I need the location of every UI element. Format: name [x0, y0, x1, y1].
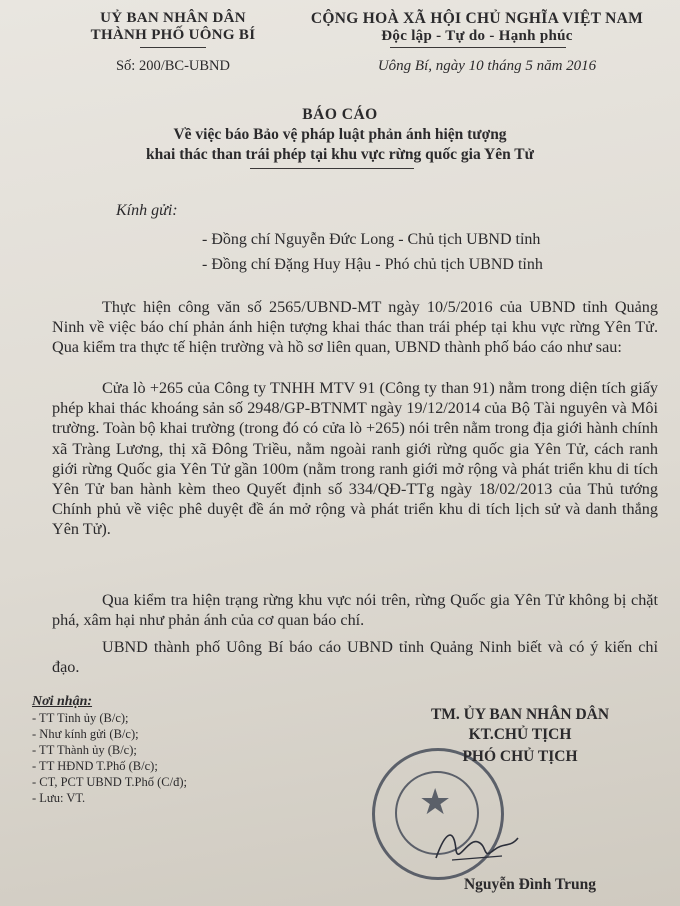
org-name-line1: UỶ BAN NHÂN DÂN	[100, 10, 246, 26]
paragraph-1: Thực hiện công văn số 2565/UBND-MT ngày 10/5/2016 của UBND tỉnh Quảng Ninh về việc báo chí phản ánh hiện tượng khai thác than trái phép tại khu vực rừng Yên Tử. Qua kiểm tra thực tế hiện trường và hồ sơ liên quan, UBND thành phố báo cáo như sau:	[52, 298, 658, 357]
recipient-item: - TT Tỉnh ủy (B/c);	[32, 711, 129, 725]
recipient-item: - TT Thành ủy (B/c);	[32, 743, 137, 757]
subject-underline	[250, 168, 414, 169]
nation-motto: Độc lập - Tự do - Hạnh phúc	[381, 28, 573, 44]
paragraph-4: UBND thành phố Uông Bí báo cáo UBND tỉnh Quảng Ninh biết và có ý kiến chỉ đạo.	[52, 638, 658, 677]
report-subject-line2: khai thác than trái phép tại khu vực rừng quốc gia Yên Tử	[146, 146, 534, 163]
paragraph-3: Qua kiểm tra hiện trạng rừng khu vực nói trên, rừng Quốc gia Yên Tử không bị chặt phá, xâm hại như phản ánh của cơ quan báo chí.	[52, 591, 658, 630]
org-name-line2: THÀNH PHỐ UÔNG BÍ	[90, 27, 256, 43]
addressee-label: Kính gửi:	[116, 202, 178, 219]
recipients-block	[32, 694, 272, 806]
body-text	[52, 297, 658, 358]
report-heading: BÁO CÁO	[302, 106, 378, 123]
nation-title: CỘNG HOÀ XÃ HỘI CHỦ NGHĨA VIỆT NAM	[310, 10, 644, 27]
signature-line1: TM. ỦY BAN NHÂN DÂN	[430, 706, 610, 723]
doc-number: Số: 200/BC-UBND	[115, 58, 230, 74]
addressee-item: - Đồng chí Đặng Huy Hậu - Phó chủ tịch UBND tỉnh	[202, 256, 543, 273]
recipients-label: Nơi nhận:	[32, 694, 93, 709]
motto-underline	[390, 47, 566, 48]
place-date: Uông Bí, ngày 10 tháng 5 năm 2016	[377, 58, 597, 74]
recipient-item: - Lưu: VT.	[32, 791, 86, 805]
body-text	[52, 590, 658, 630]
handwritten-signature	[432, 820, 522, 870]
signature-line3: PHÓ CHỦ TỊCH	[462, 748, 578, 765]
report-subject-line1: Về việc báo Bảo vệ pháp luật phản ánh hiện tượng	[173, 126, 507, 143]
paragraph-2: Cửa lò +265 của Công ty TNHH MTV 91 (Công ty than 91) nằm trong diện tích giấy phép khai thác khoáng sản số 2948/GP-BTNMT ngày 19/12/2014 của Bộ Tài nguyên và Môi trường. Toàn bộ khai trường (trong đó có cửa lò +265) nói trên nằm trong địa giới hành chính xã Tràng Lương, thị xã Đông Triều, nằm ngoài ranh giới rừng quốc gia Yên Tử, cách ranh giới rừng Quốc gia Yên Tử gần 100m (nằm trong ranh giới mở rộng và phát triển khu di tích Yên Tử ban hành kèm theo Quyết định số 334/QĐ-TTg ngày 18/02/2013 của Thủ tướng Chính phủ về việc phê duyệt đề án mở rộng và phát triển khu di tích lịch sử và danh thắng Yên Tử).	[52, 379, 658, 539]
body-text	[52, 637, 658, 677]
signature-line2: KT.CHỦ TỊCH	[468, 726, 572, 743]
signer-name: Nguyễn Đình Trung	[463, 876, 597, 893]
recipient-item: - Như kính gửi (B/c);	[32, 727, 139, 741]
recipient-item: - CT, PCT UBND T.Phố (C/đ);	[32, 775, 187, 789]
recipient-item: - TT HĐND T.Phố (B/c);	[32, 759, 158, 773]
org-underline	[140, 47, 206, 48]
body-text	[52, 378, 658, 540]
star-icon: ★	[419, 782, 452, 823]
addressee-item: - Đồng chí Nguyễn Đức Long - Chủ tịch UBND tỉnh	[202, 231, 541, 248]
